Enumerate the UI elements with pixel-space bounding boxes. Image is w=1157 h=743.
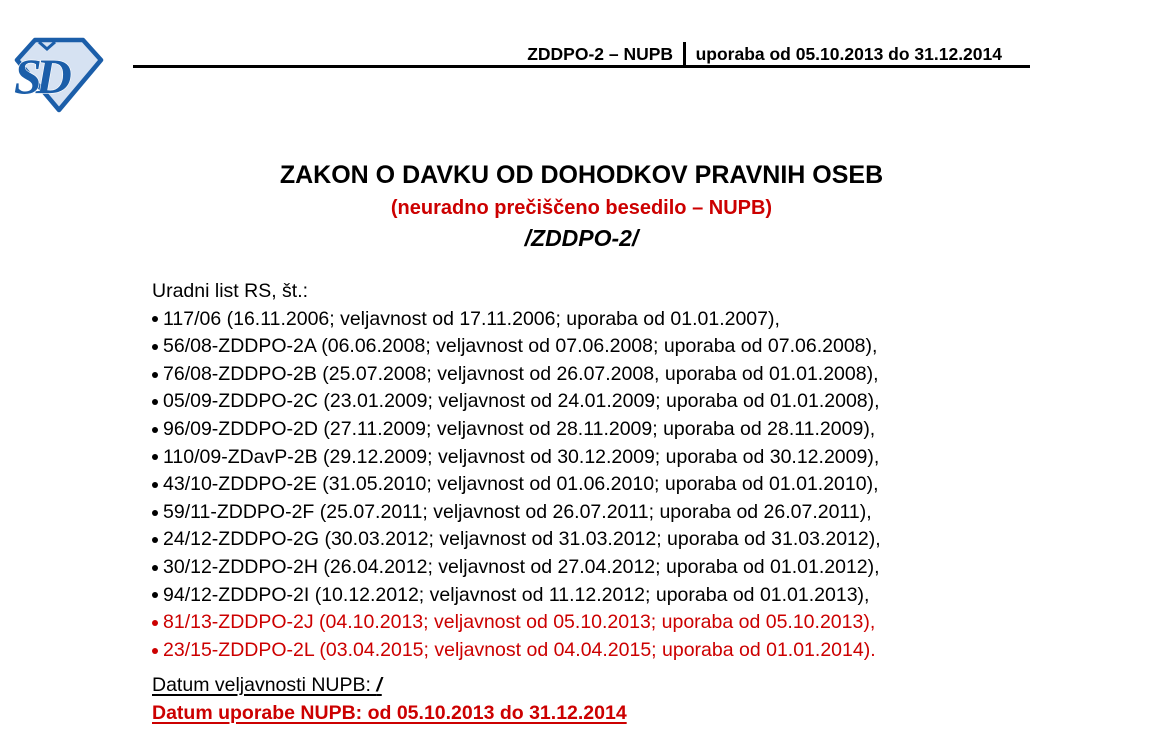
list-item bbox=[152, 609, 881, 637]
amendment-text: 81/13-ZDDPO-2J (04.10.2013; veljavnost od 05.10.2013; uporaba od 05.10.2013), bbox=[163, 611, 876, 634]
bullet-icon bbox=[152, 510, 158, 516]
list-item bbox=[152, 388, 881, 416]
validity-footer bbox=[152, 672, 627, 727]
bullet-icon bbox=[152, 537, 158, 543]
list-item bbox=[152, 554, 881, 582]
title-block bbox=[133, 161, 1030, 252]
list-item bbox=[152, 361, 881, 389]
running-head bbox=[527, 42, 1002, 66]
bullet-icon bbox=[152, 399, 158, 405]
list-item bbox=[152, 306, 881, 334]
amendment-text: 96/09-ZDDPO-2D (27.11.2009; veljavnost od 28.11.2009; uporaba od 28.11.2009), bbox=[163, 417, 876, 440]
amendment-text: 43/10-ZDDPO-2E (31.05.2010; veljavnost od 01.06.2010; uporaba od 01.01.2010), bbox=[163, 473, 879, 496]
amendment-text: 76/08-ZDDPO-2B (25.07.2008; veljavnost od 26.07.2008, uporaba od 01.01.2008), bbox=[163, 362, 879, 385]
amendment-text: 117/06 (16.11.2006; veljavnost od 17.11.2006; uporaba od 01.01.2007), bbox=[163, 307, 780, 330]
bullet-icon bbox=[152, 372, 158, 378]
list-item bbox=[152, 582, 881, 610]
bullet-icon bbox=[152, 344, 158, 350]
list-item bbox=[152, 333, 881, 361]
list-item bbox=[152, 499, 881, 527]
bullet-icon bbox=[152, 454, 158, 460]
amendment-text: 05/09-ZDDPO-2C (23.01.2009; veljavnost od 24.01.2009; uporaba od 01.01.2008), bbox=[163, 390, 880, 413]
amendment-text: 24/12-ZDDPO-2G (30.03.2012; veljavnost od 31.03.2012; uporaba od 31.03.2012), bbox=[163, 528, 881, 551]
validity-label: Datum veljavnosti NUPB: bbox=[152, 674, 377, 696]
bullet-icon bbox=[152, 592, 158, 598]
list-item bbox=[152, 526, 881, 554]
amendment-text: 30/12-ZDDPO-2H (26.04.2012; veljavnost od 27.04.2012; uporaba od 01.01.2012), bbox=[163, 555, 880, 578]
amendment-text: 23/15-ZDDPO-2L (03.04.2015; veljavnost od 04.04.2015; uporaba od 01.01.2014). bbox=[163, 638, 876, 661]
bullet-icon bbox=[152, 482, 158, 488]
running-head-doc-code: ZDDPO-2 – NUPB bbox=[527, 43, 674, 64]
list-item bbox=[152, 444, 881, 472]
document-title: ZAKON O DAVKU OD DOHODKOV PRAVNIH OSEB bbox=[279, 161, 884, 189]
sd-gem-logo bbox=[13, 36, 105, 114]
list-intro: Uradni list RS, št.: bbox=[152, 280, 309, 302]
amendment-text: 110/09-ZDavP-2B (29.12.2009; veljavnost od 30.12.2009; uporaba od 30.12.2009), bbox=[163, 445, 880, 468]
amendment-text: 59/11-ZDDPO-2F (25.07.2011; veljavnost od 26.07.2011; uporaba od 26.07.2011), bbox=[163, 500, 872, 523]
bullet-icon bbox=[152, 620, 158, 626]
validity-date-line bbox=[152, 672, 627, 700]
bullet-icon bbox=[152, 565, 158, 571]
validity-value: / bbox=[376, 674, 382, 696]
running-head-usage-range: uporaba od 05.10.2013 do 31.12.2014 bbox=[695, 43, 1002, 64]
bullet-icon bbox=[152, 316, 158, 322]
amendment-text: 94/12-ZDDPO-2I (10.12.2012; veljavnost od 11.12.2012; uporaba od 01.01.2013), bbox=[163, 583, 870, 606]
usage-date-line: Datum uporabe NUPB: od 05.10.2013 do 31.12.2014 bbox=[152, 701, 627, 724]
document-short-name: /ZDDPO-2/ bbox=[524, 225, 639, 251]
list-item bbox=[152, 471, 881, 499]
page-header bbox=[133, 0, 1030, 70]
header-rule bbox=[133, 65, 1030, 68]
document-subtitle: (neuradno prečiščeno besedilo – NUPB) bbox=[390, 197, 773, 219]
amendment-text: 56/08-ZDDPO-2A (06.06.2008; veljavnost od 07.06.2008; uporaba od 07.06.2008), bbox=[163, 335, 878, 358]
list-item bbox=[152, 416, 881, 444]
bullet-icon bbox=[152, 648, 158, 654]
list-item bbox=[152, 637, 881, 665]
amendments-list bbox=[152, 278, 881, 664]
logo-letters: SD bbox=[14, 48, 66, 104]
bullet-icon bbox=[152, 427, 158, 433]
